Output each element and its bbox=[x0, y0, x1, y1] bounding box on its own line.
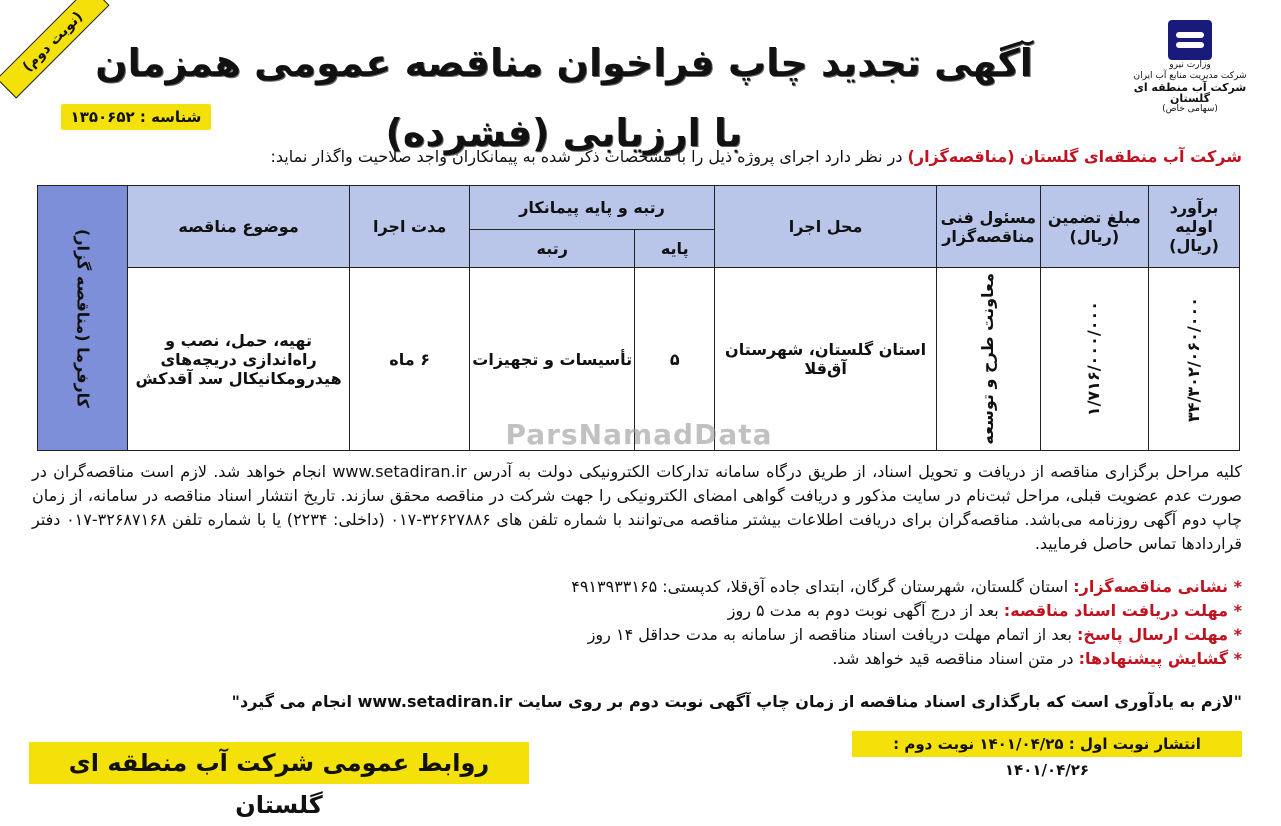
company-logo bbox=[1121, 20, 1261, 120]
list-item bbox=[33, 575, 1243, 599]
intro-text bbox=[33, 145, 1243, 169]
employer-cell bbox=[39, 186, 129, 451]
item-label: * نشانی مناقصه‌گزار: bbox=[1074, 577, 1243, 596]
publication-dates: انتشار نوبت اول : ۱۴۰۱/۰۴/۲۵ نوبت دوم : ۱۴۰۱/۰۴/۲۶ bbox=[853, 731, 1243, 757]
header-grade: رتبه bbox=[471, 230, 636, 268]
estimate-value: ۳۴/۳۰۲/۰۶۰/۰۰۰ bbox=[1185, 296, 1205, 422]
watermark: ParsNamadData bbox=[506, 418, 774, 451]
item-text: بعد از درج آگهی نوبت دوم به مدت ۵ روز bbox=[728, 601, 1005, 620]
item-text: در متن اسناد مناقصه قید خواهد شد. bbox=[833, 649, 1080, 668]
serial-badge: شناسه : ۱۳۵۰۶۵۲ bbox=[62, 104, 212, 130]
guarantee-value: ۱/۷۱۶/۰۰۰/۰۰۰ bbox=[1085, 301, 1105, 417]
cell-supervisor bbox=[938, 268, 1041, 451]
item-text: استان گلستان، شهرستان گرگان، ابتدای جاده آق‌قلا، کدپستی: ۴۹۱۳۹۳۳۱۶۵ bbox=[572, 577, 1075, 596]
tender-table bbox=[38, 185, 1241, 451]
employer-label: کارفرما (مناقصه گزار) bbox=[74, 228, 94, 408]
body-paragraph: کلیه مراحل برگزاری مناقصه از دریافت و تحویل اسناد، از طریق درگاه سامانه تدارکات الکترونیکی دولت به آدرس www.setadiran.ir انجام خواهد شد. لازم است مناقصه‌گران در صورت عدم عضویت قبلی، مراحل ثبت‌نام در سایت مذکور و دریافت گواهی امضای الکترونیکی را جهت شرکت در مناقصه محقق سازند. تاریخ انتشار اسناد مناقصه در سامانه، از زمان چاپ دوم آگهی روزنامه می‌باشد. مناقصه‌گران برای دریافت اطلاعات بیشتر مناقصه می‌توانند با شماره تلفن های ۳۲۶۲۷۸۸۶-۰۱۷ (داخلی: ۲۲۳۴) یا با شماره تلفن ۳۲۶۸۷۱۶۸-۰۱۷ دفتر قراردادها تماس حاصل فرمایید. bbox=[33, 462, 1244, 553]
logo-company: شرکت آب منطقه ای گلستان bbox=[1134, 81, 1248, 105]
item-label: * گشایش پیشنهادها: bbox=[1079, 649, 1243, 668]
cell-grade: تأسیسات و تجهیزات bbox=[471, 268, 636, 451]
page-title: آگهی تجدید چاپ فراخوان مناقصه عمومی همزمان با ارزیابی (فشرده) bbox=[96, 41, 1034, 155]
item-label: * مهلت ارسال پاسخ: bbox=[1077, 625, 1243, 644]
header-location: محل اجرا bbox=[716, 186, 938, 268]
header-base: پایه bbox=[636, 230, 716, 268]
header-estimate: برآورد اولیه (ریال) bbox=[1150, 186, 1241, 268]
cell-estimate bbox=[1150, 268, 1241, 451]
edition-ribbon: (نوبت دوم) bbox=[0, 0, 111, 99]
header-supervisor: مسئول فنی مناقصه‌گزار bbox=[938, 186, 1041, 268]
cell-guarantee bbox=[1041, 268, 1150, 451]
cell-location: استان گلستان، شهرستان آق‌قلا bbox=[716, 268, 938, 451]
intro-company: شرکت آب منطقه‌ای گلستان (مناقصه‌گزار) bbox=[908, 147, 1243, 166]
cell-subject: تهیه، حمل، نصب و راه‌اندازی دریچه‌های هیدرومکانیکال سد آقدکش bbox=[128, 268, 350, 451]
list-item bbox=[33, 623, 1243, 647]
item-text: بعد از اتمام مهلت دریافت اسناد مناقصه از سامانه به مدت حداقل ۱۴ روز bbox=[588, 625, 1078, 644]
reminder-note: "لازم به یادآوری است که بارگذاری اسناد مناقصه از زمان چاپ آگهی نوبت دوم بر روی سایت www.setadiran.ir انجام می گیرد" bbox=[232, 692, 1243, 711]
details-list bbox=[33, 575, 1243, 671]
intro-rest: در نظر دارد اجرای پروژه ذیل را با مشخصات ذکر شده به پیمانکاران واجد صلاحیت واگذار نماید: bbox=[271, 147, 909, 166]
cell-base: ۵ bbox=[636, 268, 716, 451]
header-subject: موضوع مناقصه bbox=[128, 186, 350, 268]
header-duration: مدت اجرا bbox=[351, 186, 471, 268]
logo-type: (سهامی خاص) bbox=[1163, 104, 1219, 114]
footer-public-relations: روابط عمومی شرکت آب منطقه ای گلستان bbox=[30, 742, 530, 784]
cell-duration: ۶ ماه bbox=[351, 268, 471, 451]
logo-parent: شرکت مدیریت منابع آب ایران bbox=[1134, 71, 1248, 81]
header-grade-group: رتبه و پایه پیمانکار bbox=[471, 186, 716, 230]
item-label: * مهلت دریافت اسناد مناقصه: bbox=[1004, 601, 1243, 620]
supervisor-value: معاونت طرح و توسعه bbox=[979, 273, 999, 445]
logo-ministry: وزارت نیرو bbox=[1170, 60, 1212, 70]
header-guarantee: مبلغ تضمین (ریال) bbox=[1041, 186, 1150, 268]
water-logo-icon bbox=[1169, 20, 1213, 60]
list-item bbox=[33, 647, 1243, 671]
list-item bbox=[33, 599, 1243, 623]
